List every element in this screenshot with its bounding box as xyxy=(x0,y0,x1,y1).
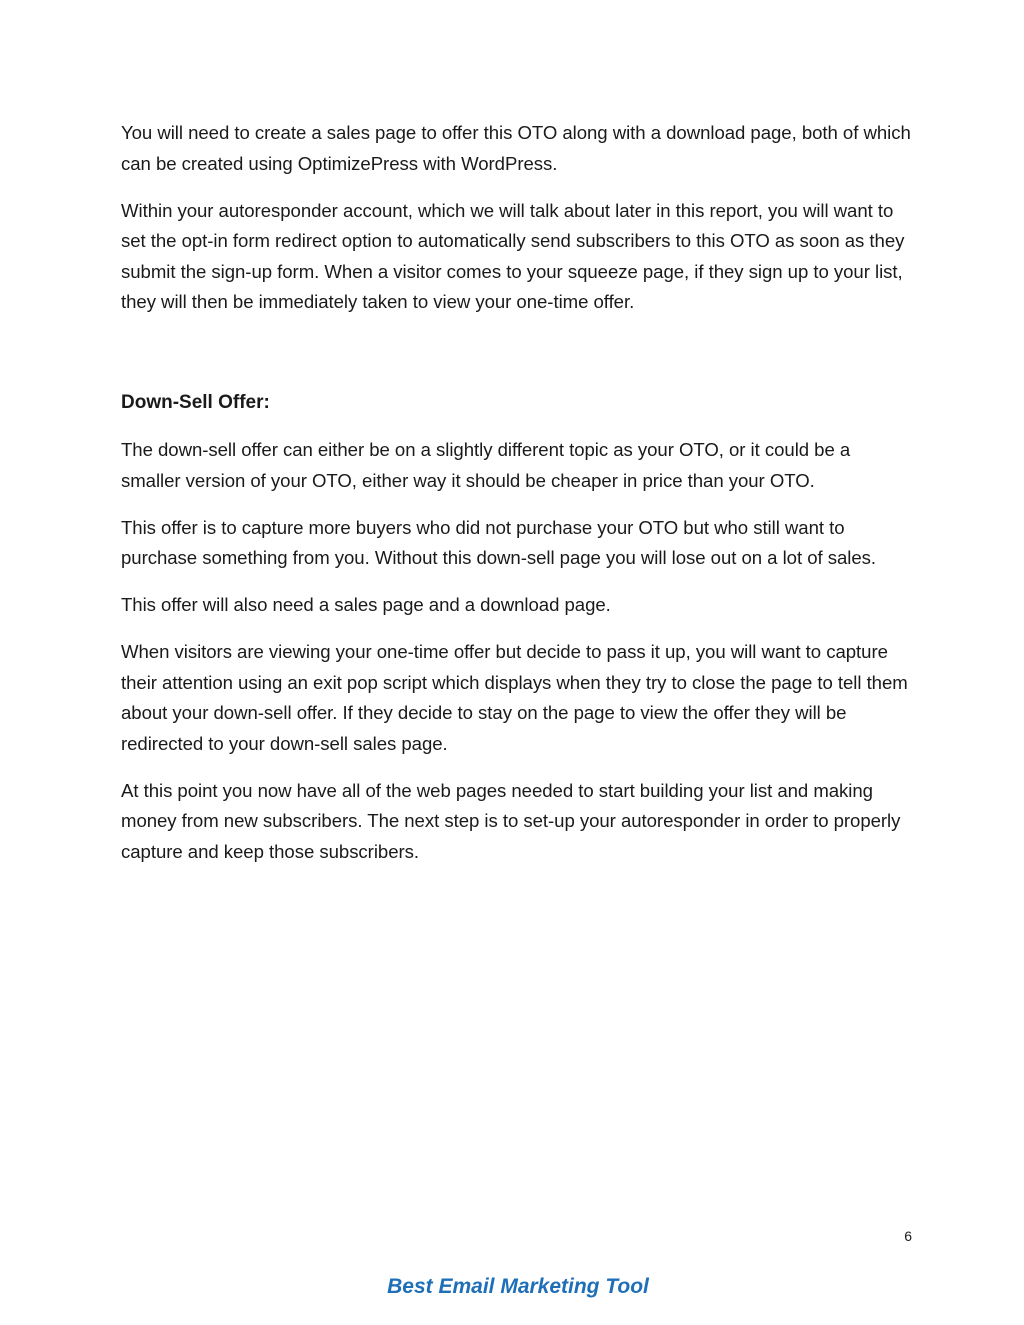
footer-link[interactable]: Best Email Marketing Tool xyxy=(387,1275,649,1298)
paragraph-next-step: At this point you now have all of the web pages needed to start building your list and making money from new subscribers. The next step is to set-up your autoresponder in order to properly capture and keep those subscribers. xyxy=(121,779,901,862)
paragraph-capture-buyers: This offer is to capture more buyers who did not purchase your OTO but who still want to purchase something from you. Without this down-sell page you will lose out on a lot of sales. xyxy=(121,516,876,568)
section-spacer xyxy=(121,334,911,388)
section-heading: Down-Sell Offer: xyxy=(121,392,270,413)
paragraph-exit-pop: When visitors are viewing your one-time offer but decide to pass it up, you will want to capture their attention using an exit pop script which displays when they try to close the page to tell them about your down-sell offer. If they decide to stay on the page to view the offer they will be redirected to your down-sell sales page. xyxy=(121,641,908,754)
paragraph-sales-download-page: This offer will also need a sales page and a download page. xyxy=(121,594,611,615)
paragraph-sales-page: You will need to create a sales page to offer this OTO along with a download page, both of which can be created using OptimizePress with WordPress. xyxy=(121,122,911,174)
page-number: 6 xyxy=(904,1228,912,1244)
paragraph-autoresponder-redirect: Within your autoresponder account, which we will talk about later in this report, you will want to set the opt-in form redirect option to automatically send subscribers to this OTO as soon as they submit the sign-up form. When a visitor comes to your squeeze page, if they sign up to your list, they will then be immediately taken to view your one-time offer. xyxy=(121,199,905,312)
page-body xyxy=(121,118,911,884)
paragraph-down-sell-definition: The down-sell offer can either be on a slightly different topic as your OTO, or it could be a smaller version of your OTO, either way it should be cheaper in price than your OTO. xyxy=(121,439,851,491)
